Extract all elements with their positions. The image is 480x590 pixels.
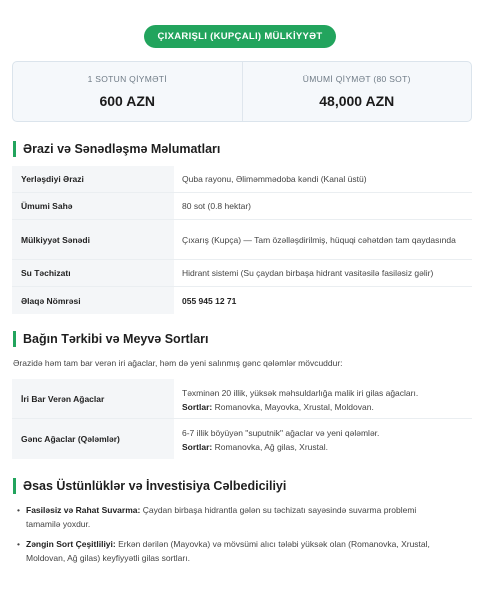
- row-desc: 6-7 illik böyüyən "suputnik" ağaclar və yeni qələmlər.: [182, 428, 380, 438]
- table-row: [12, 260, 472, 287]
- advantages-list: [13, 503, 463, 565]
- row-value: [174, 379, 472, 418]
- ownership-badge: ÇIXARIŞLI (KUPÇALI) MÜLKİYYƏT: [144, 25, 337, 48]
- orchard-table: [12, 379, 472, 459]
- row-key: Əlaqə Nömrəsi: [12, 287, 174, 314]
- phone-number[interactable]: 055 945 12 71: [182, 295, 237, 306]
- list-item-text: [26, 503, 416, 531]
- sorts-list: Romanovka, Mayovka, Xrustal, Moldovan.: [214, 402, 374, 412]
- row-value: Çıxarış (Kupça) — Tam özəlləşdirilmiş, hüquqi cəhətdən tam qaydasında: [182, 234, 456, 245]
- list-item-title: Fasiləsiz və Rahat Suvarma:: [26, 505, 141, 515]
- ownership-badge-wrap: [0, 25, 480, 48]
- table-row: [12, 287, 472, 314]
- price-per-sot: [13, 62, 242, 121]
- section-title-orchard: Bağın Tərkibi və Meyvə Sortları: [13, 331, 209, 347]
- row-key: Ümumi Sahə: [12, 193, 174, 219]
- list-item: [13, 503, 463, 531]
- list-item: [13, 537, 463, 565]
- list-item-title: Zəngin Sort Çeşitliliyi:: [26, 539, 116, 549]
- price-total: [242, 62, 472, 121]
- table-row: [12, 379, 472, 419]
- section-title-land: Ərazi və Sənədləşmə Məlumatları: [13, 141, 220, 157]
- sorts-label: Sortlar:: [182, 402, 213, 412]
- row-value: Quba rayonu, Əlimәmmədoba kəndi (Kanal üstü): [182, 174, 367, 184]
- list-item-line: Erkən dərilən (Mayovka) və mövsümi alıcı tələbi yüksək olan (Romanovka, Xrustal,: [118, 539, 430, 549]
- price-per-sot-label: 1 SOTUN QİYMƏTİ: [87, 74, 167, 84]
- row-key: Gənc Ağaclar (Qələmlər): [12, 419, 174, 459]
- row-key: Mülkiyyət Sənədi: [12, 220, 174, 259]
- table-row: [12, 193, 472, 220]
- row-value: Hidrant sistemi (Su çaydan birbaşa hidrant vasitəsilə fasiləsiz gəlir): [182, 268, 434, 278]
- table-row: [12, 419, 472, 459]
- row-key: Su Təchizatı: [12, 260, 174, 286]
- row-value: 80 sot (0.8 hektar): [182, 201, 251, 211]
- price-summary: [12, 61, 472, 122]
- price-per-sot-value: 600 AZN: [99, 93, 155, 109]
- row-desc: Təxminən 20 illik, yüksək məhsuldarlığa malik iri gilas ağacları.: [182, 388, 419, 398]
- price-total-value: 48,000 AZN: [319, 93, 395, 109]
- row-key: İri Bar Verən Ağaclar: [12, 379, 174, 418]
- sorts-list: Romanovka, Ağ gilas, Xrustal.: [214, 442, 328, 452]
- row-key: Yerləşdiyi Ərazi: [12, 166, 174, 192]
- row-sorts: [182, 440, 464, 454]
- bullet-icon: •: [17, 505, 20, 515]
- table-row: [12, 166, 472, 193]
- row-value: [174, 419, 472, 459]
- list-item-text: [26, 537, 430, 565]
- list-item-line: tamamilə yoxdur.: [26, 519, 91, 529]
- list-item-line: Çaydan birbaşa hidrantla gələn su təchizatı sayəsində suvarma problemi: [142, 505, 417, 515]
- land-info-table: [12, 166, 472, 314]
- sorts-label: Sortlar:: [182, 442, 213, 452]
- row-sorts: [182, 400, 464, 414]
- table-row: [12, 220, 472, 260]
- orchard-intro: Ərazidə həm tam bar verən iri ağaclar, həm də yeni salınmış gənc qələmlər mövcuddur:: [13, 358, 343, 368]
- bullet-icon: •: [17, 539, 20, 549]
- list-item-line: Moldovan, Ağ gilas) keyfiyyətli gilas sortları.: [26, 553, 190, 563]
- section-title-advantages: Əsas Üstünlüklər və İnvestisiya Cəlbediciliyi: [13, 478, 286, 494]
- price-total-label: ÜMUMİ QİYMƏT (80 SOT): [302, 74, 411, 84]
